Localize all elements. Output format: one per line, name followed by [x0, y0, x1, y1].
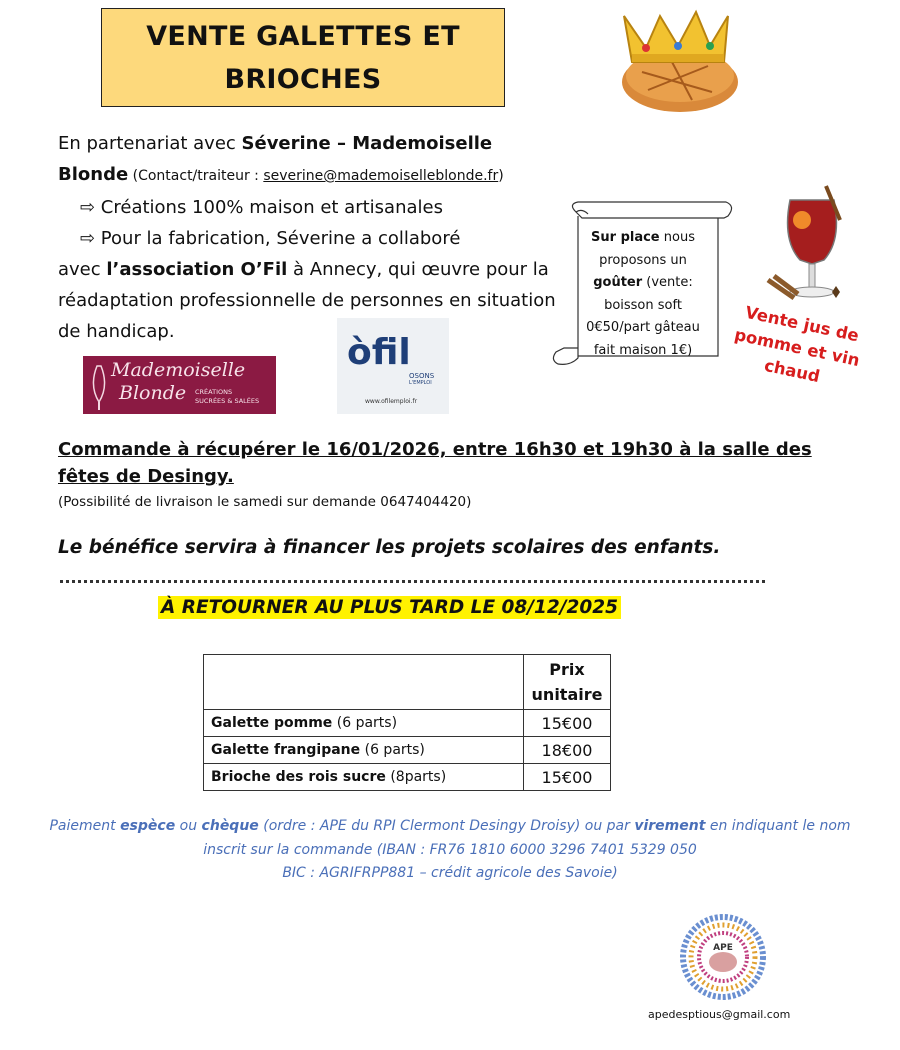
- payment-info: Paiement espèce ou chèque (ordre : APE du RPI Clermont Desingy Droisy) ou par virement en indiquant le nom inscrit sur la commande (IBAN : FR76 1810 6000 3296 7401 5329 050 BIC : AGRIFRPP881 – crédit agricole des Savoie): [40, 815, 860, 886]
- vente-jus-text: Vente jus de pomme et vin chaud: [732, 302, 862, 387]
- partner-line: En partenariat avec Séverine – Mademoiselle Blonde (Contact/traiteur : severine@mademoiselleblonde.fr): [58, 133, 504, 185]
- retour-deadline: À RETOURNER AU PLUS TARD LE 08/12/2025: [158, 596, 621, 619]
- bullet-fabrication: ⇨ Pour la fabrication, Séverine a collaboré: [80, 228, 461, 249]
- partner-name: Séverine – Mademoiselle Blonde: [58, 133, 493, 185]
- intro-paragraph: [58, 128, 558, 347]
- table-row: Galette frangipane (6 parts) 18€00: [204, 737, 611, 764]
- livraison-info: (Possibilité de livraison le samedi sur demande 0647404420): [58, 494, 472, 510]
- product-price: 15€00: [524, 764, 611, 791]
- page-title: [146, 15, 460, 101]
- galette-crown-icon: [612, 2, 744, 120]
- svg-text:APE: APE: [713, 943, 733, 953]
- table-row: Galette pomme (6 parts) 15€00: [204, 710, 611, 737]
- table-header-empty: [204, 655, 524, 710]
- title-line-1: VENTE GALETTES ET: [146, 20, 460, 52]
- ofil-logo: òfil OSONS L'EMPLOI www.ofilemploi.fr: [337, 318, 449, 414]
- cut-line-divider: [60, 580, 765, 583]
- table-header-row: [204, 655, 611, 710]
- table-row: Brioche des rois sucre (8parts) 15€00: [204, 764, 611, 791]
- contact-email-link[interactable]: severine@mademoiselleblonde.fr: [263, 168, 499, 184]
- mademoiselle-blonde-logo: Mademoiselle Blonde CRÉATIONS SUCRÉES & SALÉES: [83, 356, 276, 414]
- product-price: 18€00: [524, 737, 611, 764]
- product-name: Brioche des rois sucre: [211, 769, 386, 785]
- product-name: Galette frangipane: [211, 742, 361, 758]
- mulled-wine-icon: [760, 180, 860, 310]
- payment-bic: BIC : AGRIFRPP881 – crédit agricole des Savoie): [282, 865, 618, 881]
- bullet-creations: ⇨ Créations 100% maison et artisanales: [80, 197, 443, 218]
- ofil-line: avec l’association O’Fil à Annecy, qui œuvre pour la réadaptation professionnelle de personnes en situation de handicap.: [58, 259, 556, 342]
- price-table: [203, 654, 611, 791]
- scroll-text: Sur place nous proposons un goûter (vente: boisson soft 0€50/part gâteau fait maison 1€): [586, 230, 700, 358]
- title-line-2: BRIOCHES: [224, 63, 382, 95]
- commande-info: Commande à récupérer le 16/01/2026, entre 16h30 et 19h30 à la salle des fêtes de Desingy.: [58, 439, 812, 487]
- ape-logo-icon: [676, 912, 771, 1002]
- product-price: 15€00: [524, 710, 611, 737]
- ape-email-link[interactable]: apedesptious@gmail.com: [648, 1008, 791, 1021]
- title-box: [101, 8, 505, 107]
- table-header-price: Prix unitaire: [524, 655, 611, 710]
- product-name: Galette pomme: [211, 715, 333, 731]
- benefice-text: Le bénéfice servira à financer les projets scolaires des enfants.: [58, 537, 721, 558]
